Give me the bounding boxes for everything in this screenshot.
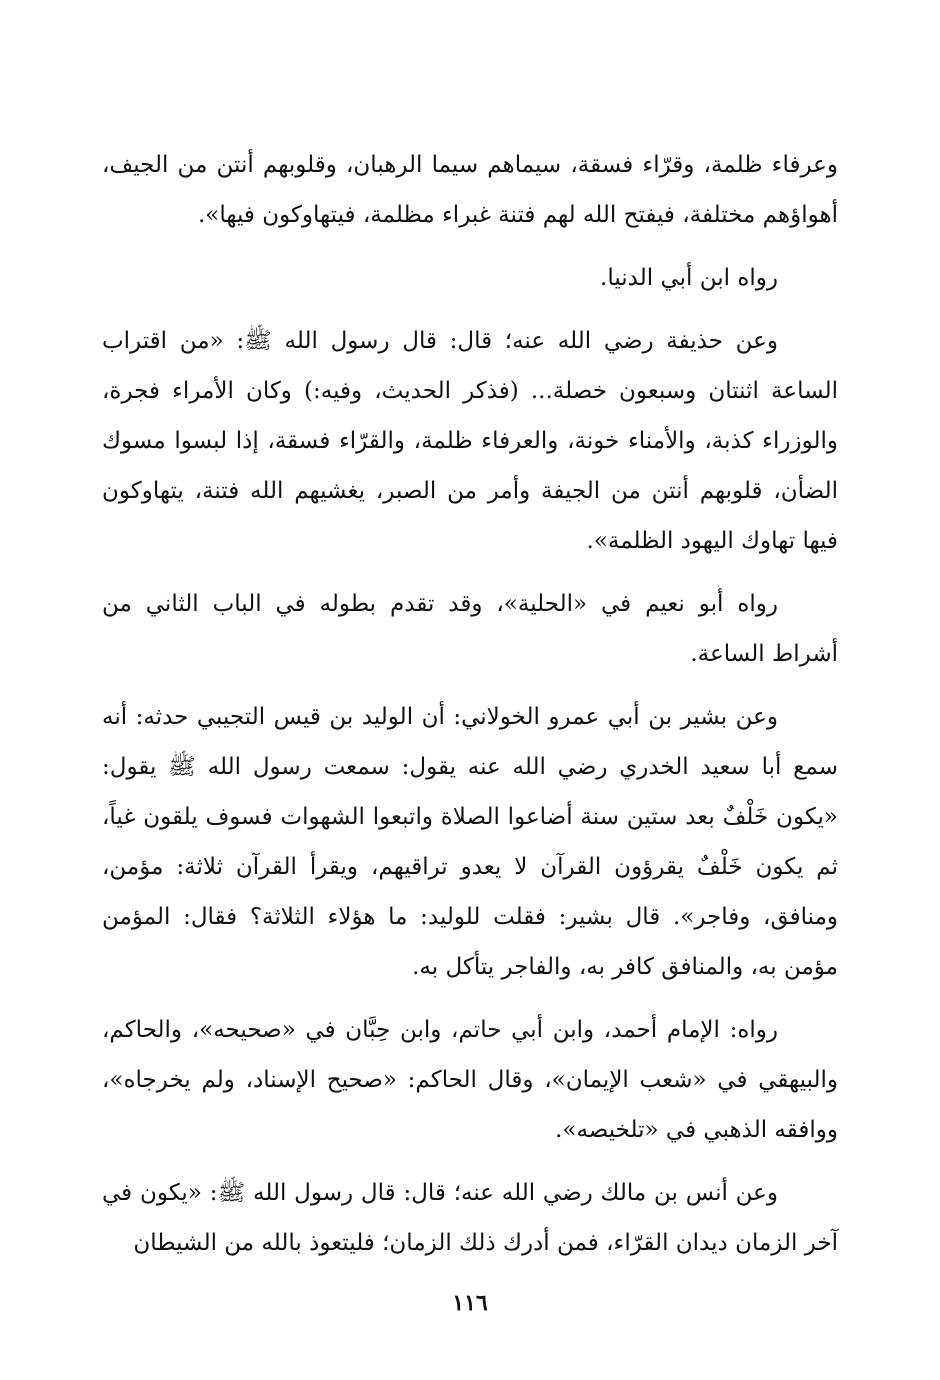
page-number: ١١٦ [452,1290,488,1316]
paragraph-source: رواه: الإمام أحمد، وابن أبي حاتم، وابن حِبَّان في «صحيحه»، والحاكم، والبيهقي في «شعب الإيمان»، وقال الحاكم: «صحيح الإسناد، ولم يخرجاه»، ووافقه الذهبي في «تلخيصه». [102,1017,838,1143]
paragraph-hadith: وعن أنس بن مالك رضي الله عنه؛ قال: قال رسول الله ﷺ: «يكون في آخر الزمان ديدان القرّاء، فمن أدرك ذلك الزمان؛ فليتعوذ بالله من الشيطان [102,1180,838,1256]
paragraph-source: رواه أبو نعيم في «الحلية»، وقد تقدم بطوله في الباب الثاني من أشراط الساعة. [102,591,838,667]
paragraph-hadith: وعن بشير بن أبي عمرو الخولاني: أن الوليد بن قيس التجيبي حدثه: أنه سمع أبا سعيد الخدري رضي الله عنه يقول: سمعت رسول الله ﷺ يقول: «يكون خَلْفٌ بعد ستين سنة أضاعوا الصلاة واتبعوا الشهوات فسوف يلقون غياً، ثم يكون خَلْفٌ يقرؤون القرآن لا يعدو تراقيهم، ويقرأ القرآن ثلاثة: مؤمن، ومنافق، وفاجر». قال بشير: فقلت للوليد: ما هؤلاء الثلاثة؟ فقال: المؤمن مؤمن به، والمنافق كافر به، والفاجر يتأكل به. [102,704,838,980]
paragraph-hadith: وعن حذيفة رضي الله عنه؛ قال: قال رسول الله ﷺ: «من اقتراب الساعة اثنتان وسبعون خصلة... (فذكر الحديث، وفيه:) وكان الأمراء فجرة، والوزراء كذبة، والأمناء خونة، والعرفاء ظلمة، والقرّاء فسقة، إذا لبسوا مسوك الضأن، قلوبهم أنتن من الجيفة وأمر من الصبر، يغشيهم الله فتنة، يتهاوكون فيها تهاوك اليهود الظلمة». [102,328,838,554]
paragraph-continuation: وعرفاء ظلمة، وقرّاء فسقة، سيماهم سيما الرهبان، وقلوبهم أنتن من الجيف، أهواؤهم مختلفة، فيفتح الله لهم فتنة غبراء مظلمة، فيتهاوكون فيها». [102,152,838,228]
page-body [102,140,838,1268]
paragraph-source: رواه ابن أبي الدنيا. [600,265,778,291]
